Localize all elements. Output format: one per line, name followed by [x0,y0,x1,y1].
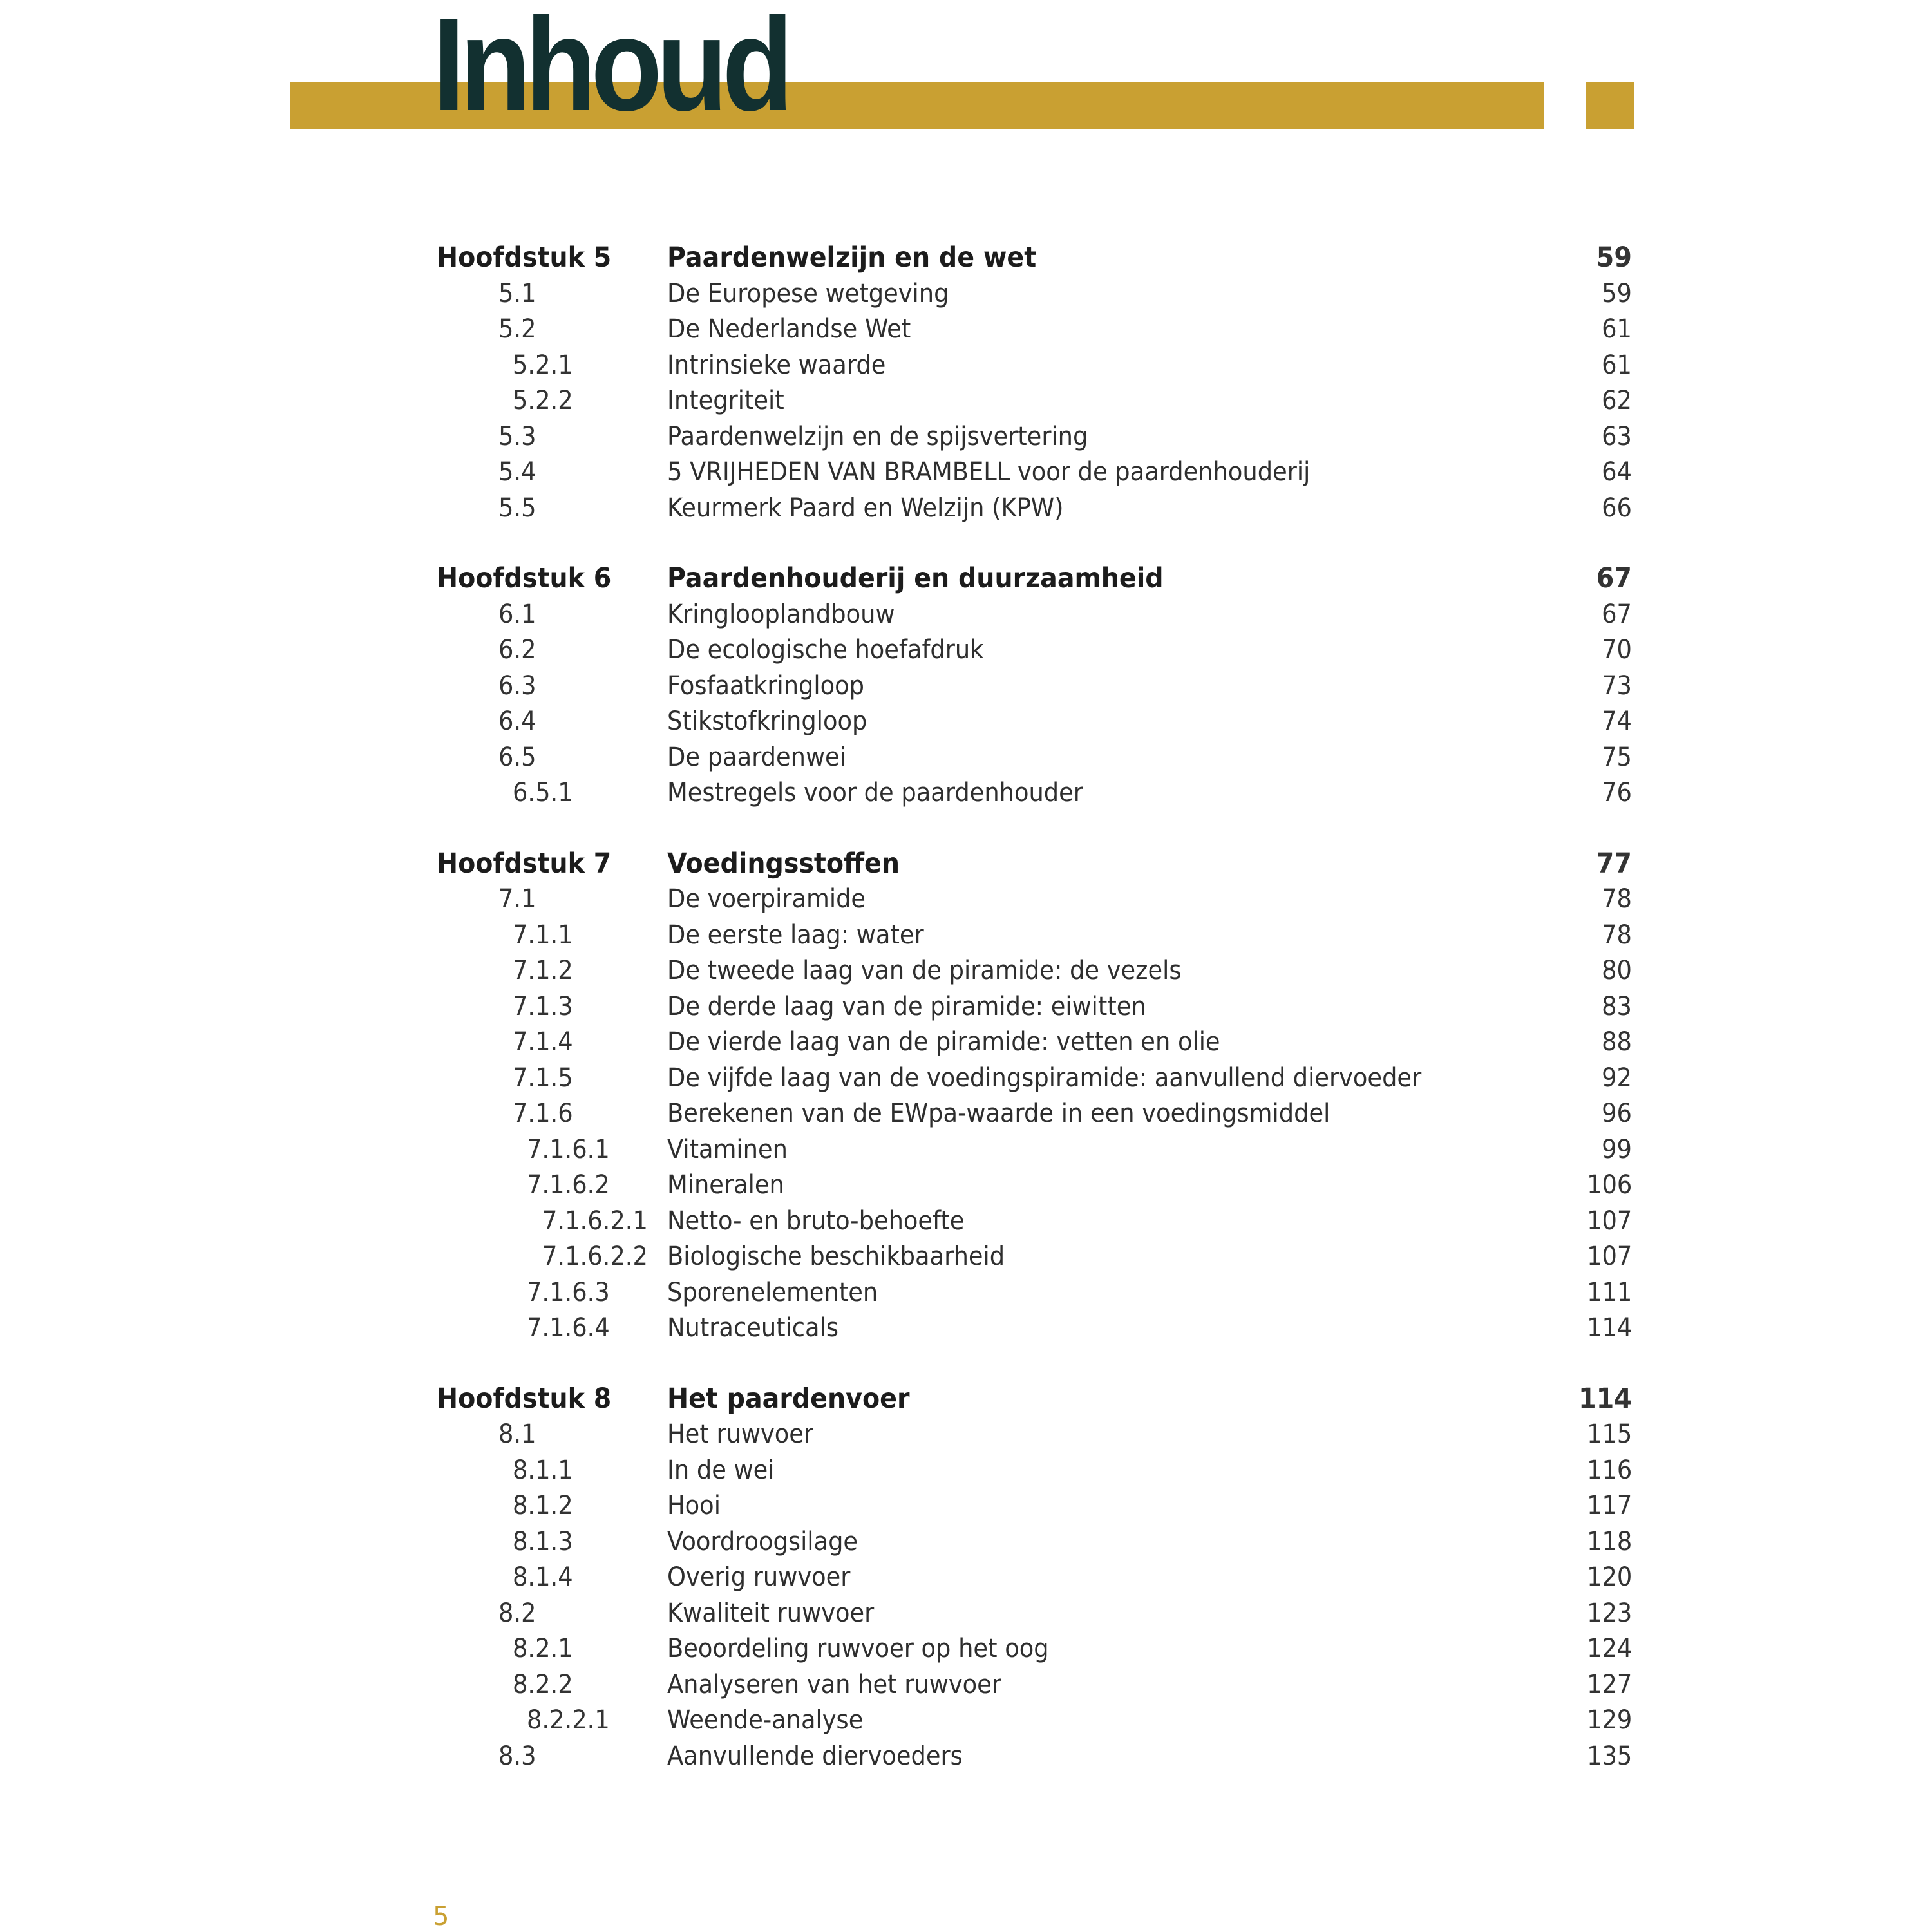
toc-row [0,1238,1932,1274]
toc-row [0,1060,1932,1096]
toc-row [0,490,1932,526]
toc-row [0,917,1932,953]
toc-entry-title: De vierde laag van de piramide: vetten en olie [667,1027,1220,1057]
toc-entry-title: Netto- en bruto-behoefte [667,1206,965,1236]
toc-entry-number: 8.2.2.1 [527,1705,610,1735]
toc-entry-number: 8.3 [498,1741,536,1771]
toc-entry-title: Mestregels voor de paardenhouder [667,778,1083,808]
toc-entry-title: Intrinsieke waarde [667,350,886,380]
toc-entry-title: Overig ruwvoer [667,1562,851,1592]
toc-entry-number: 8.1.4 [513,1562,573,1592]
toc-entry-page: 96 [1602,1099,1632,1128]
toc-entry-page: 83 [1602,991,1632,1021]
toc-entry-title: Paardenwelzijn en de spijsvertering [667,421,1088,451]
toc-entry-page: 77 [1596,847,1632,880]
toc-chapter-row [0,560,1932,596]
toc-entry-page: 118 [1586,1526,1632,1557]
toc-entry-title: Aanvullende diervoeders [667,1741,963,1771]
toc-entry-number: 5.1 [498,278,536,308]
toc-row [0,347,1932,383]
toc-entry-number: 7.1.3 [513,991,573,1021]
toc-entry-title: 5 VRIJHEDEN VAN BRAMBELL voor de paardenhouderij [667,457,1311,487]
toc-row [0,703,1932,739]
toc-entry-page: 64 [1602,457,1632,487]
toc-entry-page: 62 [1602,386,1632,415]
toc-entry-title: De ecologische hoefafdruk [667,635,984,665]
toc-entry-title: Het paardenvoer [667,1382,910,1415]
toc-entry-number: Hoofdstuk 7 [437,847,612,880]
toc-entry-page: 124 [1586,1634,1632,1663]
toc-entry-page: 115 [1586,1419,1632,1449]
toc-entry-number: 5.2 [498,314,536,344]
toc-entry-number: 7.1.4 [513,1027,573,1057]
toc-entry-number: 5.2.2 [513,386,573,415]
toc-entry-page: 114 [1586,1313,1632,1343]
toc-entry-title: Biologische beschikbaarheid [667,1242,1005,1271]
toc-entry-page: 59 [1602,278,1632,308]
toc-entry-title: In de wei [667,1455,775,1485]
toc-entry-page: 76 [1602,778,1632,808]
toc-row [0,276,1932,312]
toc-entry-page: 78 [1602,884,1632,914]
toc-row [0,311,1932,347]
toc-entry-title: Paardenwelzijn en de wet [667,242,1037,274]
toc-row [0,1274,1932,1311]
toc-entry-page: 67 [1596,562,1632,594]
toc-chapter-row [0,1381,1932,1417]
toc-entry-title: Beoordeling ruwvoer op het oog [667,1634,1049,1663]
toc-entry-title: Kringlooplandbouw [667,599,895,629]
toc-entry-title: De derde laag van de piramide: eiwitten [667,991,1146,1021]
toc-entry-title: De voerpiramide [667,884,866,914]
toc-entry-page: 63 [1602,421,1632,451]
toc-row [0,952,1932,989]
toc-entry-number: 8.1.3 [513,1526,573,1557]
toc-entry-page: 123 [1586,1598,1632,1628]
toc-entry-number: 6.5 [498,742,536,772]
toc-entry-title: De paardenwei [667,742,846,772]
toc-row [0,1559,1932,1595]
page-number: 5 [433,1902,450,1931]
toc-entry-page: 66 [1602,493,1632,523]
toc-chapter-row [0,846,1932,882]
toc-entry-page: 127 [1586,1669,1632,1700]
toc-entry-number: 7.1.6.2.1 [542,1206,648,1236]
toc-row [0,454,1932,490]
toc-row [0,1667,1932,1703]
toc-row [0,1167,1932,1203]
toc-entry-title: Analyseren van het ruwvoer [667,1669,1001,1700]
toc-entry-page: 67 [1602,599,1632,629]
toc-row [0,1702,1932,1738]
toc-entry-page: 114 [1578,1382,1632,1415]
toc-entry-title: Vitaminen [667,1134,788,1164]
toc-entry-number: 7.1.2 [513,956,573,985]
toc-chapter-row [0,240,1932,276]
toc-entry-number: 6.1 [498,599,536,629]
toc-entry-title: Mineralen [667,1170,784,1200]
toc-row [0,1416,1932,1452]
toc-row [0,775,1932,811]
toc-entry-number: 7.1.6 [513,1099,573,1128]
toc-row [0,1024,1932,1060]
toc-row [0,1488,1932,1524]
toc-row [0,596,1932,632]
toc-entry-title: Nutraceuticals [667,1313,838,1343]
toc-entry-page: 107 [1586,1206,1632,1236]
toc-row [0,989,1932,1025]
toc-entry-page: 99 [1602,1134,1632,1164]
toc-entry-number: Hoofdstuk 5 [437,242,612,274]
toc-entry-number: 8.1.1 [513,1455,573,1485]
toc-entry-number: 5.3 [498,421,536,451]
toc-entry-page: 73 [1602,670,1632,701]
toc-entry-title: Fosfaatkringloop [667,670,865,701]
toc-entry-title: Het ruwvoer [667,1419,814,1449]
toc-row [0,1738,1932,1774]
toc-entry-title: De eerste laag: water [667,920,924,950]
toc-entry-title: Keurmerk Paard en Welzijn (KPW) [667,493,1064,523]
toc-entry-title: Paardenhouderij en duurzaamheid [667,562,1164,594]
toc-entry-number: 8.1.2 [513,1491,573,1520]
page-title: Inhoud [433,0,788,138]
toc-row [0,1095,1932,1132]
toc-row [0,1203,1932,1239]
toc-row [0,1524,1932,1560]
toc-entry-page: 111 [1586,1277,1632,1307]
toc-entry-page: 88 [1602,1027,1632,1057]
toc-entry-number: 7.1.1 [513,920,573,950]
toc-entry-title: Stikstofkringloop [667,706,867,736]
toc-entry-page: 120 [1586,1562,1632,1592]
toc-entry-number: 7.1.6.2 [527,1170,610,1200]
toc-entry-number: 7.1.5 [513,1063,573,1093]
toc-row [0,1310,1932,1346]
toc-row [0,1452,1932,1488]
toc-entry-title: Integriteit [667,386,784,415]
toc-entry-number: Hoofdstuk 6 [437,562,612,594]
toc-entry-title: Kwaliteit ruwvoer [667,1598,875,1628]
toc-entry-title: Weende-analyse [667,1705,864,1735]
toc-entry-page: 106 [1586,1170,1632,1200]
toc-entry-page: 116 [1586,1455,1632,1485]
toc-entry-title: Berekenen van de EWpa-waarde in een voedingsmiddel [667,1099,1331,1128]
toc-row [0,1595,1932,1631]
toc-entry-page: 80 [1602,956,1632,985]
toc-row [0,1631,1932,1667]
toc-entry-number: 7.1.6.2.2 [542,1242,648,1271]
toc-entry-page: 92 [1602,1063,1632,1093]
toc-entry-number: 5.5 [498,493,536,523]
toc-entry-number: 6.5.1 [513,778,573,808]
toc-entry-number: 8.2.2 [513,1669,573,1700]
toc-entry-number: 6.3 [498,670,536,701]
toc-entry-page: 107 [1586,1242,1632,1271]
toc-entry-number: 6.4 [498,706,536,736]
toc-entry-page: 75 [1602,742,1632,772]
toc-row [0,383,1932,419]
toc-row [0,419,1932,455]
toc-entry-number: 6.2 [498,635,536,665]
toc-entry-page: 61 [1602,350,1632,380]
toc-entry-number: 7.1.6.3 [527,1277,610,1307]
toc-entry-page: 61 [1602,314,1632,344]
toc-row [0,881,1932,917]
toc-entry-number: 8.1 [498,1419,536,1449]
toc-entry-title: Hooi [667,1491,721,1520]
toc-entry-number: 8.2.1 [513,1634,573,1663]
toc-row [0,668,1932,704]
toc-entry-title: Voordroogsilage [667,1526,858,1557]
toc-entry-number: 7.1.6.1 [527,1134,610,1164]
toc-entry-page: 70 [1602,635,1632,665]
toc-entry-page: 74 [1602,706,1632,736]
header-accent-block [1586,82,1634,129]
toc-row [0,632,1932,668]
toc-entry-number: 5.2.1 [513,350,573,380]
toc-entry-title: De Nederlandse Wet [667,314,911,344]
toc-entry-number: 8.2 [498,1598,536,1628]
toc-entry-number: 7.1.6.4 [527,1313,610,1343]
toc-entry-number: Hoofdstuk 8 [437,1382,612,1415]
toc-entry-page: 59 [1596,242,1632,274]
toc-entry-page: 78 [1602,920,1632,950]
toc-row [0,1132,1932,1168]
toc-entry-page: 117 [1586,1491,1632,1520]
toc-entry-title: Sporenelementen [667,1277,878,1307]
toc-entry-page: 129 [1586,1705,1632,1735]
toc-entry-title: Voedingsstoffen [667,847,900,880]
toc-row [0,739,1932,775]
toc-entry-number: 5.4 [498,457,536,487]
toc-entry-title: De Europese wetgeving [667,278,949,308]
toc-entry-number: 7.1 [498,884,536,914]
toc-entry-page: 135 [1586,1741,1632,1771]
toc-entry-title: De tweede laag van de piramide: de vezels [667,956,1182,985]
toc-entry-title: De vijfde laag van de voedingspiramide: aanvullend diervoeder [667,1063,1422,1093]
